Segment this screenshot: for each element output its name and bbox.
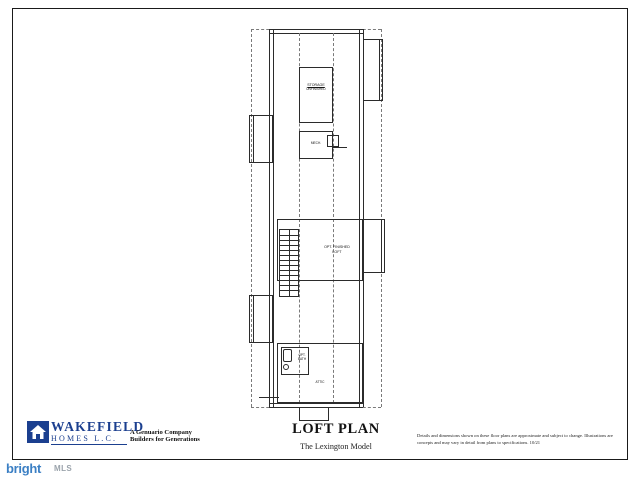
logo-brand-line2: HOMES L.C. <box>51 433 118 443</box>
room-storage <box>299 67 333 123</box>
room-loft-label-line2: LOFT <box>332 250 342 254</box>
wall-left-inner <box>273 29 274 407</box>
extent-line-left <box>251 29 252 407</box>
room-opt-bath-label-line2: BATH <box>297 357 307 361</box>
plan-title: LOFT PLAN <box>292 421 380 437</box>
room-storage-sublabel: UNFINISHED <box>306 87 326 91</box>
title-block <box>241 421 431 451</box>
logo-tagline-line1: A Genuario Company <box>130 429 192 436</box>
room-loft-label-line1: OPT. FINISHED <box>324 245 350 249</box>
logo-tagline-line2: Builders for Generations <box>130 436 200 443</box>
logo-divider <box>51 444 127 445</box>
stair-center-line <box>289 229 290 297</box>
plan-subtitle: The Lexington Model <box>300 442 372 451</box>
toilet-fixture-icon <box>283 364 289 370</box>
mech-equipment-unit <box>327 135 339 147</box>
wall-bottom-inner <box>269 403 363 404</box>
projection-upper-left-inner <box>253 115 254 163</box>
bathtub-fixture-icon <box>283 349 292 362</box>
watermark-suffix: MLS <box>54 464 73 473</box>
loft-floor-plan-drawing <box>241 23 401 413</box>
projection-upper-right-inner <box>379 39 380 101</box>
wall-top-inner <box>269 33 363 34</box>
projection-upper-right <box>363 39 383 101</box>
house-icon <box>27 421 49 443</box>
watermark-brand: bright <box>6 461 42 476</box>
room-attic-label: ATTIC <box>315 380 325 384</box>
drawing-sheet <box>12 8 628 460</box>
room-opt-bath-label-line1: OPT. <box>298 353 306 357</box>
disclaimer-text: Details and dimensions shown on these floor plans are approximate and subject to change. Illustrations are concepts and may vary in detail from plans to specifications. 10/21 <box>417 433 613 445</box>
bottom-landing <box>299 407 329 421</box>
builder-logo <box>27 419 200 455</box>
projection-lower-left-inner <box>253 295 254 343</box>
lower-left-detail-line <box>259 397 279 398</box>
mech-duct-line <box>333 147 347 148</box>
projection-mid-right-inner <box>381 219 382 273</box>
wall-top <box>269 29 363 30</box>
wall-left-outer <box>269 29 270 407</box>
room-storage-label: STORAGE <box>307 83 325 87</box>
room-mech-label: MECH. <box>310 141 322 145</box>
logo-brand-line1: WAKEFIELD <box>51 419 145 434</box>
